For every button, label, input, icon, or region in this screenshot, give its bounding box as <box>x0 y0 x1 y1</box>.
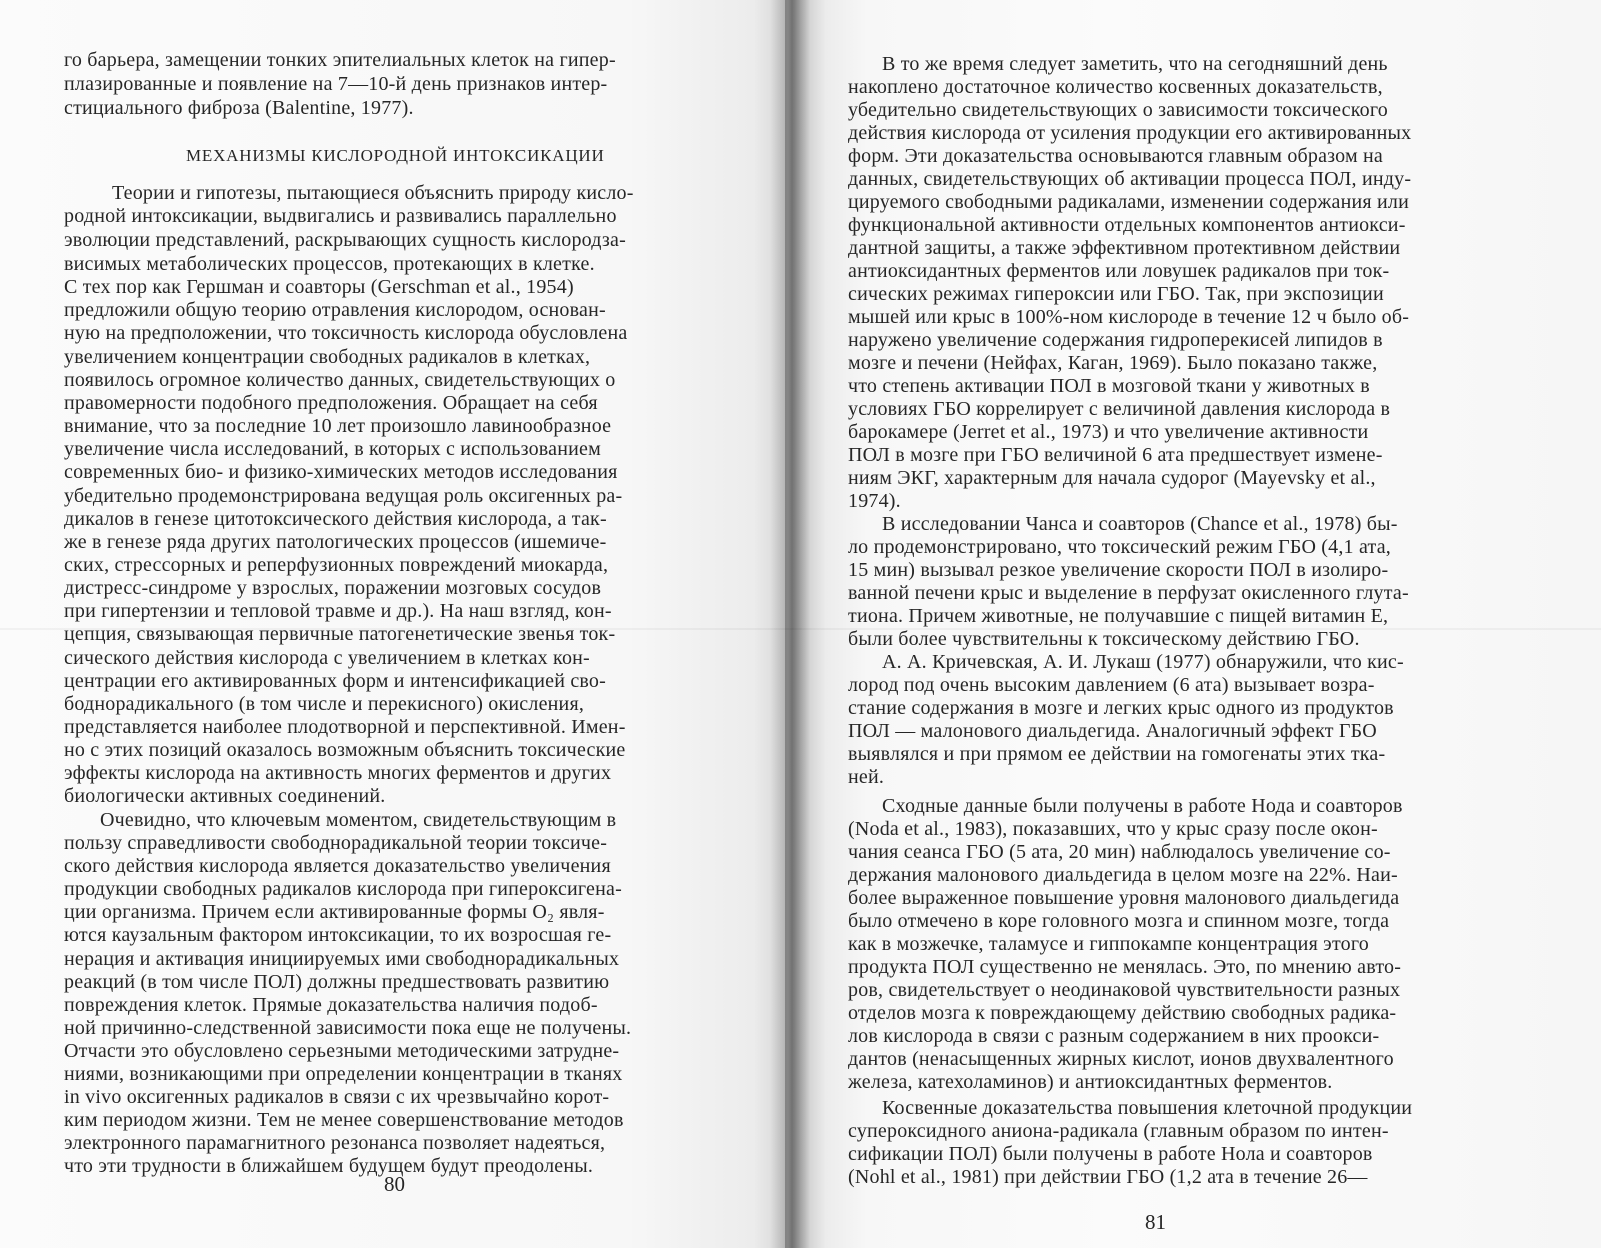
text-line: Очевидно, что ключевым моментом, свидетельствующим в <box>100 809 617 831</box>
text-line: эффекты кислорода на активность многих ферментов и других <box>64 762 612 784</box>
text-line: были более чувствительны к токсическому действию ГБО. <box>848 628 1360 650</box>
text-line: электронного парамагнитного резонанса позволяет надеяться, <box>64 1132 606 1154</box>
text-line: что эти трудности в ближайшем будущем будут преодолены. <box>64 1155 594 1177</box>
text-line: Отчасти это обусловлено серьезными методическими затрудне- <box>64 1040 620 1062</box>
text-line: предложили общую теорию отравления кислородом, основан- <box>64 299 606 321</box>
text-line: мозге и печени (Нейфах, Каган, 1969). Было показано также, <box>848 352 1378 374</box>
text-line: более выраженное повышение уровня малонового диальдегида <box>848 887 1400 909</box>
text-line: ной причинно-следственной зависимости пока еще не получены. <box>64 1017 632 1039</box>
text-line: эволюции представлений, раскрывающих сущность кислородза- <box>64 229 626 251</box>
text-line: сических режимах гипероксии или ГБО. Так, при экспозиции <box>848 283 1384 305</box>
text-line: ней. <box>848 766 885 788</box>
text-line: тиона. Причем животные, не получавшие с пищей витамин E, <box>848 605 1389 627</box>
text-line: родной интоксикации, выдвигались и развивались параллельно <box>64 205 617 227</box>
text-line: данных, свидетельствующих об активации процесса ПОЛ, инду- <box>848 168 1412 190</box>
text-line: сификации ПОЛ) были получены в работе Нола и соавторов <box>848 1143 1373 1165</box>
text-line: как в мозжечке, таламусе и гиппокампе концентрация этого <box>848 933 1369 955</box>
text-line: железа, катехоламинов) и антиоксидантных ферментов. <box>848 1071 1333 1093</box>
text-line: В исследовании Чанса и соавторов (Chance et al., 1978) бы- <box>882 513 1398 535</box>
text-line: внимание, что за последние 10 лет произошло лавинообразное <box>64 415 612 437</box>
text-line: пользу справедливости свободнорадикальной теории токсиче- <box>64 832 608 854</box>
text-line: дикалов в генезе цитотоксического действия кислорода, а так- <box>64 508 607 530</box>
text-line: супероксидного аниона-радикала (главным образом по интен- <box>848 1120 1389 1142</box>
section-heading: МЕХАНИЗМЫ КИСЛОРОДНОЙ ИНТОКСИКАЦИИ <box>186 146 605 165</box>
text-line: наружено увеличение содержания гидроперекисей липидов в <box>848 329 1383 351</box>
text-line: мышей или крыс в 100%-ном кислороде в течение 12 ч было об- <box>848 306 1410 328</box>
text-line: ров, свидетельствует о неодинаковой чувствительности разных <box>848 979 1401 1001</box>
text-line: плазированные и появление на 7—10-й день признаков интер- <box>64 73 608 95</box>
book-gutter <box>770 0 810 1248</box>
text-line: было отмечено в коре головного мозга и спинном мозге, тогда <box>848 910 1390 932</box>
text-line: 15 мин) вызывал резкое увеличение скорости ПОЛ в изолиро- <box>848 559 1389 581</box>
text-line: висимых метаболических процессов, протекающих в клетке. <box>64 253 595 275</box>
text-line: ПОЛ в мозге при ГБО величиной 6 ата предшествует измене- <box>848 444 1383 466</box>
text-line: ского действия кислорода является доказательство увеличения <box>64 855 611 877</box>
text-line: накоплено достаточное количество косвенных доказательств, <box>848 76 1383 98</box>
text-line: Сходные данные были получены в работе Нода и соавторов <box>882 795 1403 817</box>
text-line: дантов (ненасыщенных жирных кислот, ионов двухвалентного <box>848 1048 1394 1070</box>
text-line: убедительно свидетельствующих о зависимости токсического <box>848 99 1388 121</box>
text-line: цепция, связывающая первичные патогенетические звенья ток- <box>64 623 616 645</box>
page-number-left: 80 <box>384 1172 405 1196</box>
text-line: дистресс-синдроме у взрослых, поражении мозговых сосудов <box>64 577 602 599</box>
text-line: увеличение числа исследований, в которых с использованием <box>64 438 601 460</box>
text-line: Косвенные доказательства повышения клеточной продукции <box>882 1097 1413 1119</box>
text-line: ции организма. Причем если активированные формы O₂ явля- <box>64 901 605 923</box>
text-line: ских, стрессорных и реперфузионных повреждений миокарда, <box>64 554 609 576</box>
text-line: реакций (в том числе ПОЛ) должны предшествовать развитию <box>64 971 610 993</box>
text-line: ло продемонстрировано, что токсический режим ГБО (4,1 ата, <box>848 536 1391 558</box>
text-line: чания сеанса ГБО (5 ата, 20 мин) наблюдалось увеличение со- <box>848 841 1391 863</box>
text-line: форм. Эти доказательства основываются главным образом на <box>848 145 1384 167</box>
text-line: in vivo оксигенных радикалов в связи с их чрезвычайно корот- <box>64 1086 610 1108</box>
text-line: биологически активных соединений. <box>64 785 386 807</box>
text-line: ниям ЭКГ, характерным для начала судорог (Mayevsky et al., <box>848 467 1376 489</box>
text-line: представляется наиболее плодотворной и перспективной. Имен- <box>64 716 626 738</box>
text-line: стициального фиброза (Balentine, 1977). <box>64 97 414 119</box>
text-line: что степень активации ПОЛ в мозговой ткани у животных в <box>848 375 1370 397</box>
text-line: увеличением концентрации свободных радикалов в клетках, <box>64 346 591 368</box>
text-line: (Noda et al., 1983), показавших, что у крыс сразу после окон- <box>848 818 1378 840</box>
text-line: лород под очень высоким давлением (6 ата) вызывает возра- <box>848 674 1375 696</box>
text-line: лов кислорода в связи с разным содержанием в них проокси- <box>848 1025 1380 1047</box>
text-line: при гипертензии и тепловой травме и др.). На наш взгляд, кон- <box>64 600 612 622</box>
text-line: А. А. Кричевская, А. И. Лукаш (1977) обнаружили, что кис- <box>882 651 1404 673</box>
text-line: функциональной активности отдельных компонентов антиокси- <box>848 214 1406 236</box>
text-line: ную на предположении, что токсичность кислорода обусловлена <box>64 322 628 344</box>
text-line: С тех пор как Гершман и соавторы (Gerschman et al., 1954) <box>64 276 574 298</box>
text-line: условиях ГБО коррелирует с величиной давления кислорода в <box>848 398 1391 420</box>
text-line: убедительно продемонстрирована ведущая роль оксигенных ра- <box>64 485 623 507</box>
text-line: продукции свободных радикалов кислорода при гипероксигена- <box>64 878 622 900</box>
text-line: стание содержания в мозге и легких крыс одного из продуктов <box>848 697 1394 719</box>
text-line: держания малонового диальдегида в целом мозге на 22%. Наи- <box>848 864 1398 886</box>
text-line: отделов мозга к повреждающему действию свободных радика- <box>848 1002 1397 1024</box>
text-line: центрации его активированных форм и интенсификацией сво- <box>64 670 606 692</box>
text-line: современных био- и физико-химических методов исследования <box>64 461 618 483</box>
text-line: Теории и гипотезы, пытающиеся объяснить природу кисло- <box>112 182 634 204</box>
text-line: выявлялся и при прямом ее действии на гомогенаты этих тка- <box>848 743 1386 765</box>
text-line: появилось огромное количество данных, свидетельствующих о <box>64 369 616 391</box>
text-line: же в генезе ряда других патологических процессов (ишемиче- <box>64 531 607 553</box>
text-line: антиоксидантных ферментов или ловушек радикалов при ток- <box>848 260 1390 282</box>
text-line: цируемого свободными радикалами, изменении содержания или <box>848 191 1409 213</box>
text-line: продукта ПОЛ существенно не менялась. Это, по мнению авто- <box>848 956 1402 978</box>
text-line: действия кислорода от усиления продукции его активированных <box>848 122 1412 144</box>
text-line: В то же время следует заметить, что на сегодняшний день <box>882 53 1388 75</box>
text-line: ванной печени крыс и выделение в перфузат окисленного глута- <box>848 582 1409 604</box>
text-line: правомерности подобного предположения. Обращает на себя <box>64 392 598 414</box>
text-line: нерация и активация инициируемых ими свободнорадикальных <box>64 948 620 970</box>
text-line: 1974). <box>848 490 901 512</box>
text-line: ким периодом жизни. Тем не менее совершенствование методов <box>64 1109 624 1131</box>
text-line: дантной защиты, а также эффективном протективном действии <box>848 237 1401 259</box>
text-line: повреждения клеток. Прямые доказательства наличия подоб- <box>64 994 598 1016</box>
text-line: ниями, возникающими при определении концентрации в тканях <box>64 1063 623 1085</box>
page-number-right: 81 <box>1145 1210 1166 1234</box>
text-line: ются каузальным фактором интоксикации, то их возросшая ге- <box>64 924 612 946</box>
text-line: (Nohl et al., 1981) при действии ГБО (1,2 ата в течение 26— <box>848 1166 1368 1188</box>
text-line: но с этих позиций оказалось возможным объяснить токсические <box>64 739 626 761</box>
text-line: сического действия кислорода с увеличением в клетках кон- <box>64 647 590 669</box>
text-line: го барьера, замещении тонких эпителиальных клеток на гипер- <box>64 49 616 71</box>
text-line: боднорадикального (в том числе и перекисного) окисления, <box>64 693 585 715</box>
text-line: ПОЛ — малонового диальдегида. Аналогичный эффект ГБО <box>848 720 1377 742</box>
text-line: барокамере (Jerret et al., 1973) и что увеличение активности <box>848 421 1369 443</box>
